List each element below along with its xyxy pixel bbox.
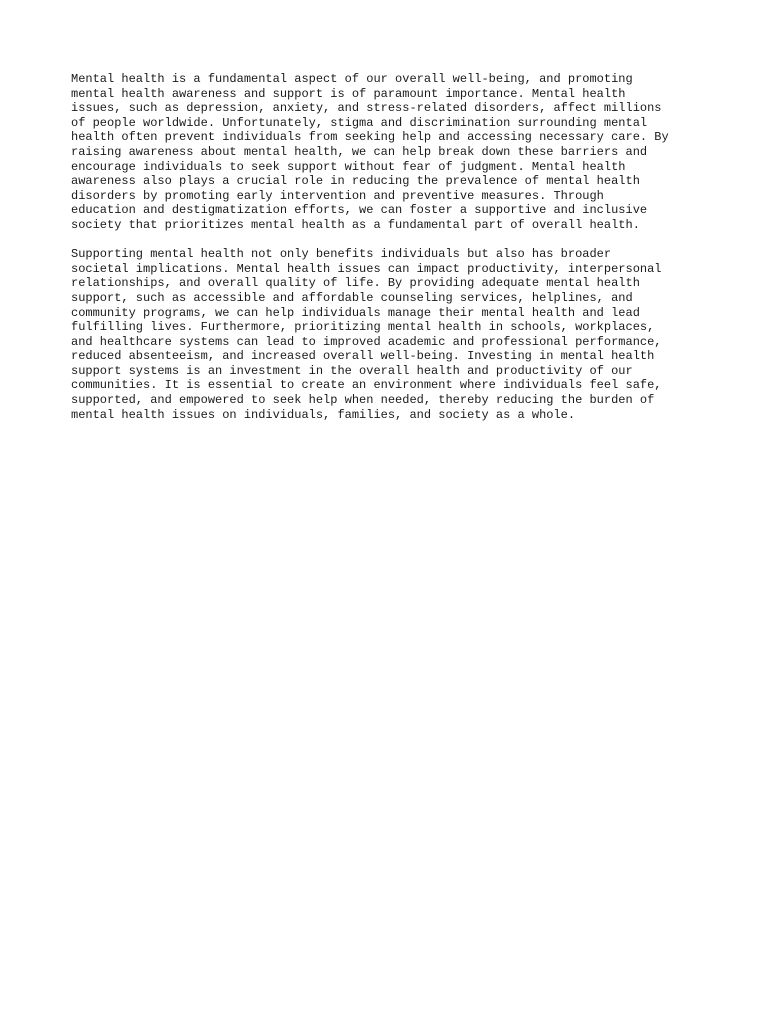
paragraph-1: Mental health is a fundamental aspect of our overall well-being, and promoting mental health awareness and support is of paramount importance. Mental health issues, such as depression, anxiety, and stress-related disorders, affect millions of people worldwide. Unfortunately, stigma and discrimination surrounding mental health often prevent individuals from seeking help and accessing necessary care. By raising awareness about mental health, we can help break down these barriers and encourage individuals to seek support without fear of judgment. Mental health awareness also plays a crucial role in reducing the prevalence of mental health disorders by promoting early intervention and preventive measures. Through education and destigmatization efforts, we can foster a supportive and inclusive society that prioritizes mental health as a fundamental part of overall health. [71, 72, 669, 232]
document-body [71, 72, 701, 422]
paragraph-2: Supporting mental health not only benefits individuals but also has broader societal implications. Mental health issues can impact productivity, interpersonal relationships, and overall quality of life. By providing adequate mental health support, such as accessible and affordable counseling services, helplines, and community programs, we can help individuals manage their mental health and lead fulfilling lives. Furthermore, prioritizing mental health in schools, workplaces, and healthcare systems can lead to improved academic and professional performance, reduced absenteeism, and increased overall well-being. Investing in mental health support systems is an investment in the overall health and productivity of our communities. It is essential to create an environment where individuals feel safe, supported, and empowered to seek help when needed, thereby reducing the burden of mental health issues on individuals, families, and society as a whole. [71, 247, 662, 422]
